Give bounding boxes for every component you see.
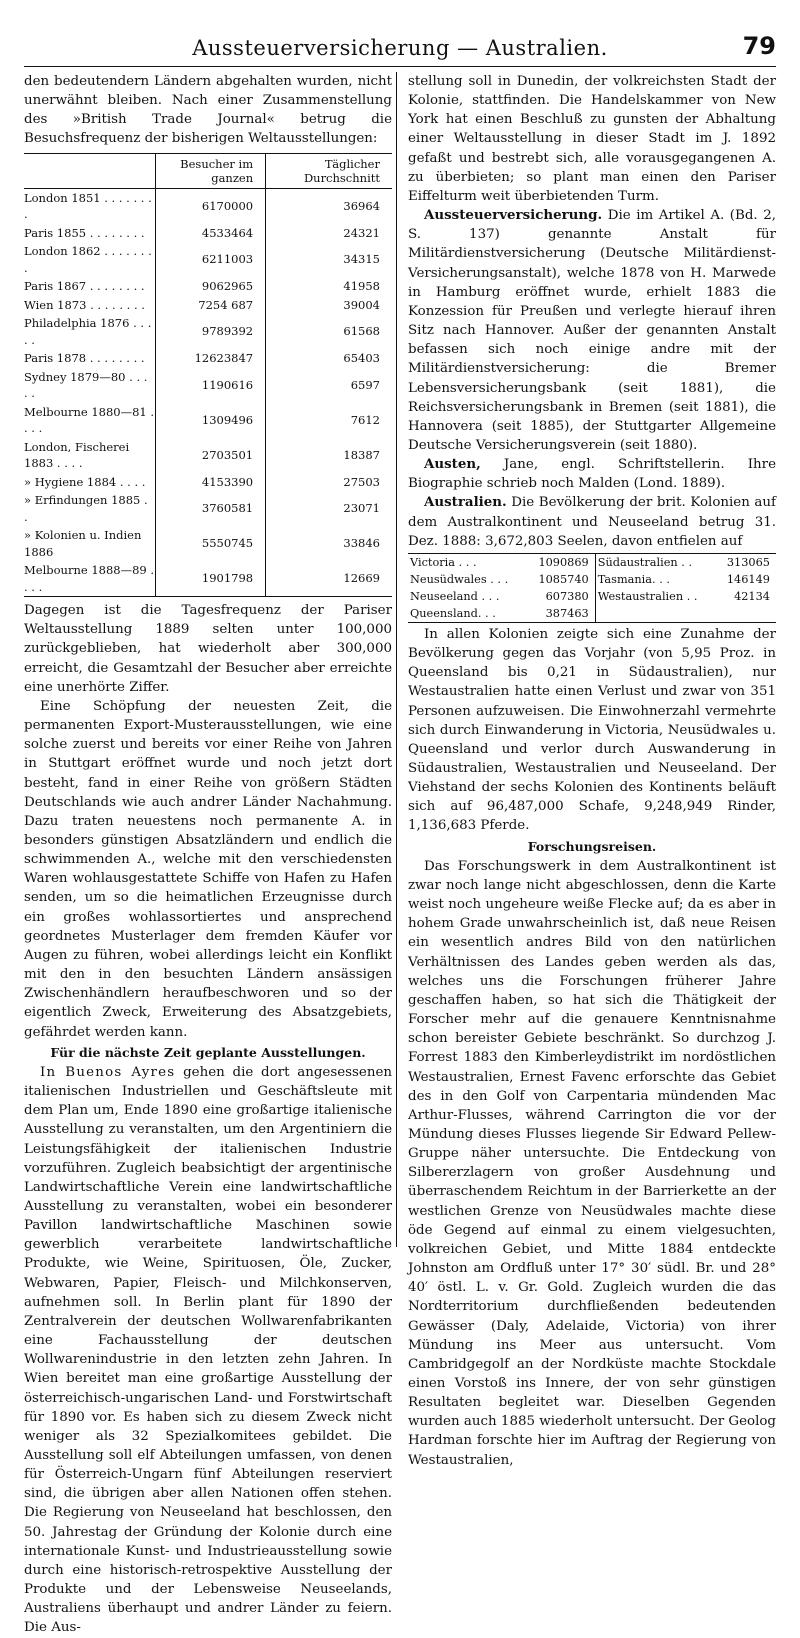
table-row	[24, 491, 392, 526]
colony-population: 1090869	[538, 555, 589, 569]
row-label: » Kolonien u. Indien 1886	[24, 528, 142, 559]
row-total: 6170000	[156, 188, 266, 224]
row-label: Sydney 1879—80 . . . . .	[24, 369, 148, 401]
table-row	[408, 588, 776, 605]
running-title: Aussteuerversicherung — Australien.	[192, 36, 608, 60]
row-label: Paris 1855 . . . . . . . .	[24, 225, 145, 240]
colony-population: 607380	[545, 589, 589, 603]
row-total: 12623847	[156, 349, 266, 368]
page-header	[24, 30, 776, 67]
row-total: 1901798	[156, 561, 266, 597]
row-daily: 65403	[266, 349, 392, 368]
right-column	[408, 72, 776, 1470]
right-paragraph-6: Das Forschungswerk in dem Australkontinent ist zwar noch lange nicht abgeschlossen, denn die Karte weist noch ungeheure weiße Flecke auf; da es aber in hohem Grade unwahrscheinlich ist, daß neue Reisen ein wesentlich andres Bild von den natürlichen Verhältnissen des Landes geben werden als das, welches uns die Forschungen früherer Jahre geschaffen haben, so hat sich die Thätigkeit der Forscher mehr auf die genauere Kenntnisnahme schon bereister Gebiete beschränkt. So durchzog J. Forrest 1883 den Kimberleydistrikt im nordöstlichen Westaustralien, Ernest Favenc erforschte das Gebiet des in den Golf von Carpentaria mündenden Mac Arthur-Flusses, während Carrington die vor der Mündung dieses Flusses liegende Sir Edward Pellew-Gruppe näher untersuchte. Die Entdeckung von Silbererzlagern von großer Ausdehnung und überraschendem Reichtum in der Barrierkette an der westlichen Grenze von Neusüdwales machte diese öde Gegend auf einmal zu einem vielgesuchten, volkreichen Gebiet, und Mitte 1884 entdeckte Johnston am Ordfluß unter 17° 30′ südl. Br. und 28° 40′ östl. L. v. Gr. Gold. Zugleich wurden die das Nordterritorium durchfließenden bedeutenden Gewässer (Daly, Adelaide, Victoria) von ihrer Mündung ins Meer aus untersucht. Vom Cambridgegolf an der Nordküste machte Stockdale einen Vorstoß ins Innere, der von sehr günstigen Resultaten begleitet war. Dieselben Gegenden wurden auch 1885 wiederholt untersucht. Der Geolog Hardman forschte hier im Auftrag der Regierung von Westaustralien,	[408, 858, 776, 1468]
row-daily: 34315	[266, 242, 392, 277]
colony-name: Tasmania. . .	[595, 571, 716, 588]
row-daily: 39004	[266, 296, 392, 315]
row-daily: 36964	[266, 188, 392, 224]
row-daily: 41958	[266, 277, 392, 296]
left-paragraph-2: Eine Schöpfung der neuesten Zeit, die permanenten Export-Musterausstellungen, wie eine solche zuerst und bereits vor einer Reihe von Jahren in Stuttgart eröffnet wurde und noch jetzt dort besteht, fand in einer Reihe von größern Städten Deutschlands wie auch andrer Länder Nachahmung. Dazu traten neuestens noch permanente A. in besonders günstigen Absatzländern und endlich die schwimmenden A., welche mit den verschiedensten Waren wohlausgestattete Schiffe von Hafen zu Hafen senden, um so die heimatlichen Erzeugnisse durch ein großes wohlassortiertes und ansprechend geordnetes Musterlager dem fremden Käufer vor Augen zu führen, wobei allerdings leicht ein Konflikt mit den in den besuchten Ländern ansässigen Zwischenhändlern heraufbeschworen und so der eigentlich Zweck, Erweiterung des Absatzgebiets, gefährdet werden kann.	[24, 698, 392, 1040]
row-label: London 1851 . . . . . . . .	[24, 190, 152, 222]
table-header-daily: Täglicher Durchschnitt	[266, 153, 392, 188]
table-row	[408, 571, 776, 588]
left-intro: den bedeutendern Ländern abgehalten wurden, nicht unerwähnt bleiben. Nach einer Zusammenstellung des »British Trade Journal« betrug die Besuchsfrequenz der bisherigen Weltausstellungen:	[24, 74, 392, 147]
row-total: 5550745	[156, 526, 266, 561]
row-total: 6211003	[156, 242, 266, 277]
row-label: » Hygiene 1884 . . . .	[24, 474, 146, 489]
table-row	[24, 349, 392, 368]
entry-text-austen: Jane, engl. Schriftstellerin. Ihre Biographie schrieb noch Malden (Lond. 1889).	[408, 457, 776, 492]
colony-population: 42134	[734, 589, 770, 603]
row-daily: 61568	[266, 314, 392, 349]
row-total: 9062965	[156, 277, 266, 296]
left-paragraph-3-text: gehen die dort angesessenen italienischen Industriellen und Geschäftsleute mit dem Plan um, Ende 1890 eine großartige italienische Ausstellung zu veranstalten, um den Argentiniern die Leistungsfähigkeit der italienischen Industrie vorzuführen. Zugleich beabsichtigt der argentinische Landwirtschaftliche Verein eine landwirtschaftliche Ausstellung zu veranstalten, wobei ein besonderer Pavillon landwirtschaftliche Maschinen sowie gewerblich verarbeitete landwirtschaftliche Produkte, wie Weine, Spirituosen, Öle, Zucker, Webwaren, Papier, Fleisch- und Milchkonserven, aufnehmen soll. In Berlin plant für 1890 der Zentralverein der deutschen Wollwarenfabrikanten eine Fachausstellung der deutschen Wollwarenindustrie in den letzten zehn Jahren. In Wien bereitet man eine großartige Ausstellung der österreichisch-ungarischen Land- und Forstwirtschaft für 1890 vor. Es haben sich zu diesem Zweck nicht weniger als 32 Spezialkomitees gebildet. Die Ausstellung soll elf Abteilungen umfassen, von denen für Österreich-Ungarn fünf Abteilungen reserviert sind, die übrigen aber allen Nationen offen stehen. Die Regierung von Neuseeland hat beschlossen, den 50. Jahrestag der Gründung der Kolonie durch eine internationale Kunst- und Industrieausstellung sowie durch eine historisch-retrospektive Ausstellung der Produkte und der Lebensweise Neuseelands, Australiens überhaupt und andrer Länder zu feiern. Die Aus-	[24, 1064, 392, 1636]
row-label: Paris 1878 . . . . . . . .	[24, 351, 145, 366]
right-paragraph-1: stellung soll in Dunedin, der volkreichsten Stadt der Kolonie, stattfinden. Die Handelskammer von New York hat einen Beschluß zu gunsten der Abhaltung einer Weltausstellung in dieser Stadt im J. 1892 gefaßt und bestrebt sich, alle vorausgegangenen A. zu überbieten; so plant man einen den Pariser Eiffelturm weit überbietenden Turm.	[408, 74, 776, 204]
table-row	[24, 188, 392, 224]
colony-name: Victoria . . .	[410, 555, 477, 569]
row-total: 1309496	[156, 403, 266, 438]
right-entry-austen	[408, 455, 776, 493]
row-label: » Erfindungen 1885 . .	[24, 493, 148, 524]
colony-name: Queensland. . .	[410, 606, 496, 620]
colony-name: Westaustralien . .	[595, 588, 716, 605]
row-total: 4153390	[156, 473, 266, 492]
row-label: Wien 1873 . . . . . . . .	[24, 297, 145, 312]
table-row	[24, 561, 392, 597]
table-header-total: Besucher im ganzen	[156, 153, 266, 188]
exhibition-visitors-table	[24, 153, 392, 598]
entry-lead-austen: Austen,	[424, 456, 481, 473]
table-row	[24, 403, 392, 438]
left-subheading: Für die nächste Zeit geplante Ausstellungen.	[50, 1044, 366, 1060]
row-daily: 7612	[266, 403, 392, 438]
left-paragraph-3	[24, 1063, 392, 1638]
row-daily: 6597	[266, 368, 392, 403]
colony-name	[595, 605, 716, 623]
colony-name: Neuseeland . . .	[410, 589, 500, 603]
row-label: Melbourne 1880—81 . . . .	[24, 404, 155, 436]
colony-population: 146149	[726, 572, 770, 586]
page-number: 79	[742, 32, 776, 60]
row-daily: 12669	[266, 561, 392, 597]
row-total: 3760581	[156, 491, 266, 526]
right-paragraph-5: In allen Kolonien zeigte sich eine Zunahme der Bevölkerung gegen das Vorjahr (von 5,95 Proz. in Queensland bis 0,21 in Südaustralien), nur Westaustralien hatte einen Verlust und zwar von 351 Personen aufzuweisen. Die Einwohnerzahl vermehrte sich durch Einwanderung in Victoria, Neusüdwales u. Queensland und verlor durch Auswanderung in Südaustralien, Westaustralien und Neuseeland. Der Viehstand der sechs Kolonien des Kontinents beläuft sich auf 96,487,000 Schafe, 9,248,949 Rinder, 1,136,683 Pferde.	[408, 626, 776, 834]
table-row	[408, 553, 776, 571]
row-total: 9789392	[156, 314, 266, 349]
table-row	[24, 242, 392, 277]
right-entry-aussteuerversicherung	[408, 206, 776, 455]
table-row	[408, 605, 776, 623]
row-daily: 33846	[266, 526, 392, 561]
row-label: Melbourne 1888—89 . . . .	[24, 561, 156, 597]
right-subheading: Forschungsreisen.	[527, 838, 657, 854]
row-label: London 1862 . . . . . . . .	[24, 244, 152, 275]
left-paragraph-3-lead: In Buenos Ayres	[40, 1064, 176, 1080]
column-divider	[396, 72, 397, 1247]
table-row	[24, 277, 392, 296]
colony-population	[717, 605, 777, 623]
colony-population: 1085740	[538, 572, 589, 586]
entry-lead-aussteuerversicherung: Aussteuerversicherung.	[424, 207, 603, 224]
row-total: 1190616	[156, 368, 266, 403]
row-daily: 18387	[266, 438, 392, 473]
table-row	[24, 314, 392, 349]
colony-name: Neusüdwales . . .	[410, 572, 509, 586]
row-daily: 23071	[266, 491, 392, 526]
row-daily: 24321	[266, 224, 392, 243]
table-row	[24, 438, 392, 473]
colony-population: 313065	[726, 555, 770, 569]
entry-text-australien: Die Bevölkerung der brit. Kolonien auf dem Australkontinent und Neuseeland betrug 31. Dez. 1888: 3,672,803 Seelen, davon entfielen auf	[408, 495, 776, 549]
entry-lead-australien: Australien.	[424, 494, 507, 511]
table-row	[24, 296, 392, 315]
row-label: Paris 1867 . . . . . . . .	[24, 279, 145, 294]
left-column	[24, 72, 392, 1638]
table-row	[24, 526, 392, 561]
row-daily: 27503	[266, 473, 392, 492]
row-label: London, Fischerei 1883 . . . .	[24, 439, 130, 471]
colony-population: 387463	[545, 606, 589, 620]
row-total: 4533464	[156, 224, 266, 243]
row-total: 2703501	[156, 438, 266, 473]
left-paragraph-1: Dagegen ist die Tagesfrequenz der Pariser Weltausstellung 1889 selten unter 100,000 zurückgeblieben, hat wiederholt aber 300,000 erreicht, die Gesamtzahl der Besucher aber erreichte eine unerhörte Ziffer.	[24, 603, 392, 695]
table-row	[24, 473, 392, 492]
entry-text-aussteuerversicherung: Die im Artikel A. (Bd. 2, S. 137) genannte Anstalt für Militärdienstversicherung (Deutsche Militärdienst-Versicherungsanstalt), welche 1878 von H. Marwede in Hamburg eröffnet wurde, erhielt 1883 die Konzession für Preußen und verlegte hierauf ihren Sitz nach Hannover. Außer der genannten Anstalt befassen sich noch einige andre mit der Militärdienstversicherung: die Bremer Lebensversicherungsbank (seit 1881), die Reichsversicherungsbank in Bremen (seit 1881), die Hannovera (seit 1885), der Stuttgarter Allgemeine Deutsche Versicherungsverein (seit 1880).	[408, 208, 776, 453]
population-table	[408, 553, 776, 623]
row-total: 7254 687	[156, 296, 266, 315]
right-entry-australien	[408, 493, 776, 550]
row-label: Philadelphia 1876 . . . . .	[24, 316, 152, 347]
table-row	[24, 368, 392, 403]
colony-name: Südaustralien . .	[595, 553, 716, 571]
table-row	[24, 224, 392, 243]
table-header-blank	[24, 153, 156, 188]
